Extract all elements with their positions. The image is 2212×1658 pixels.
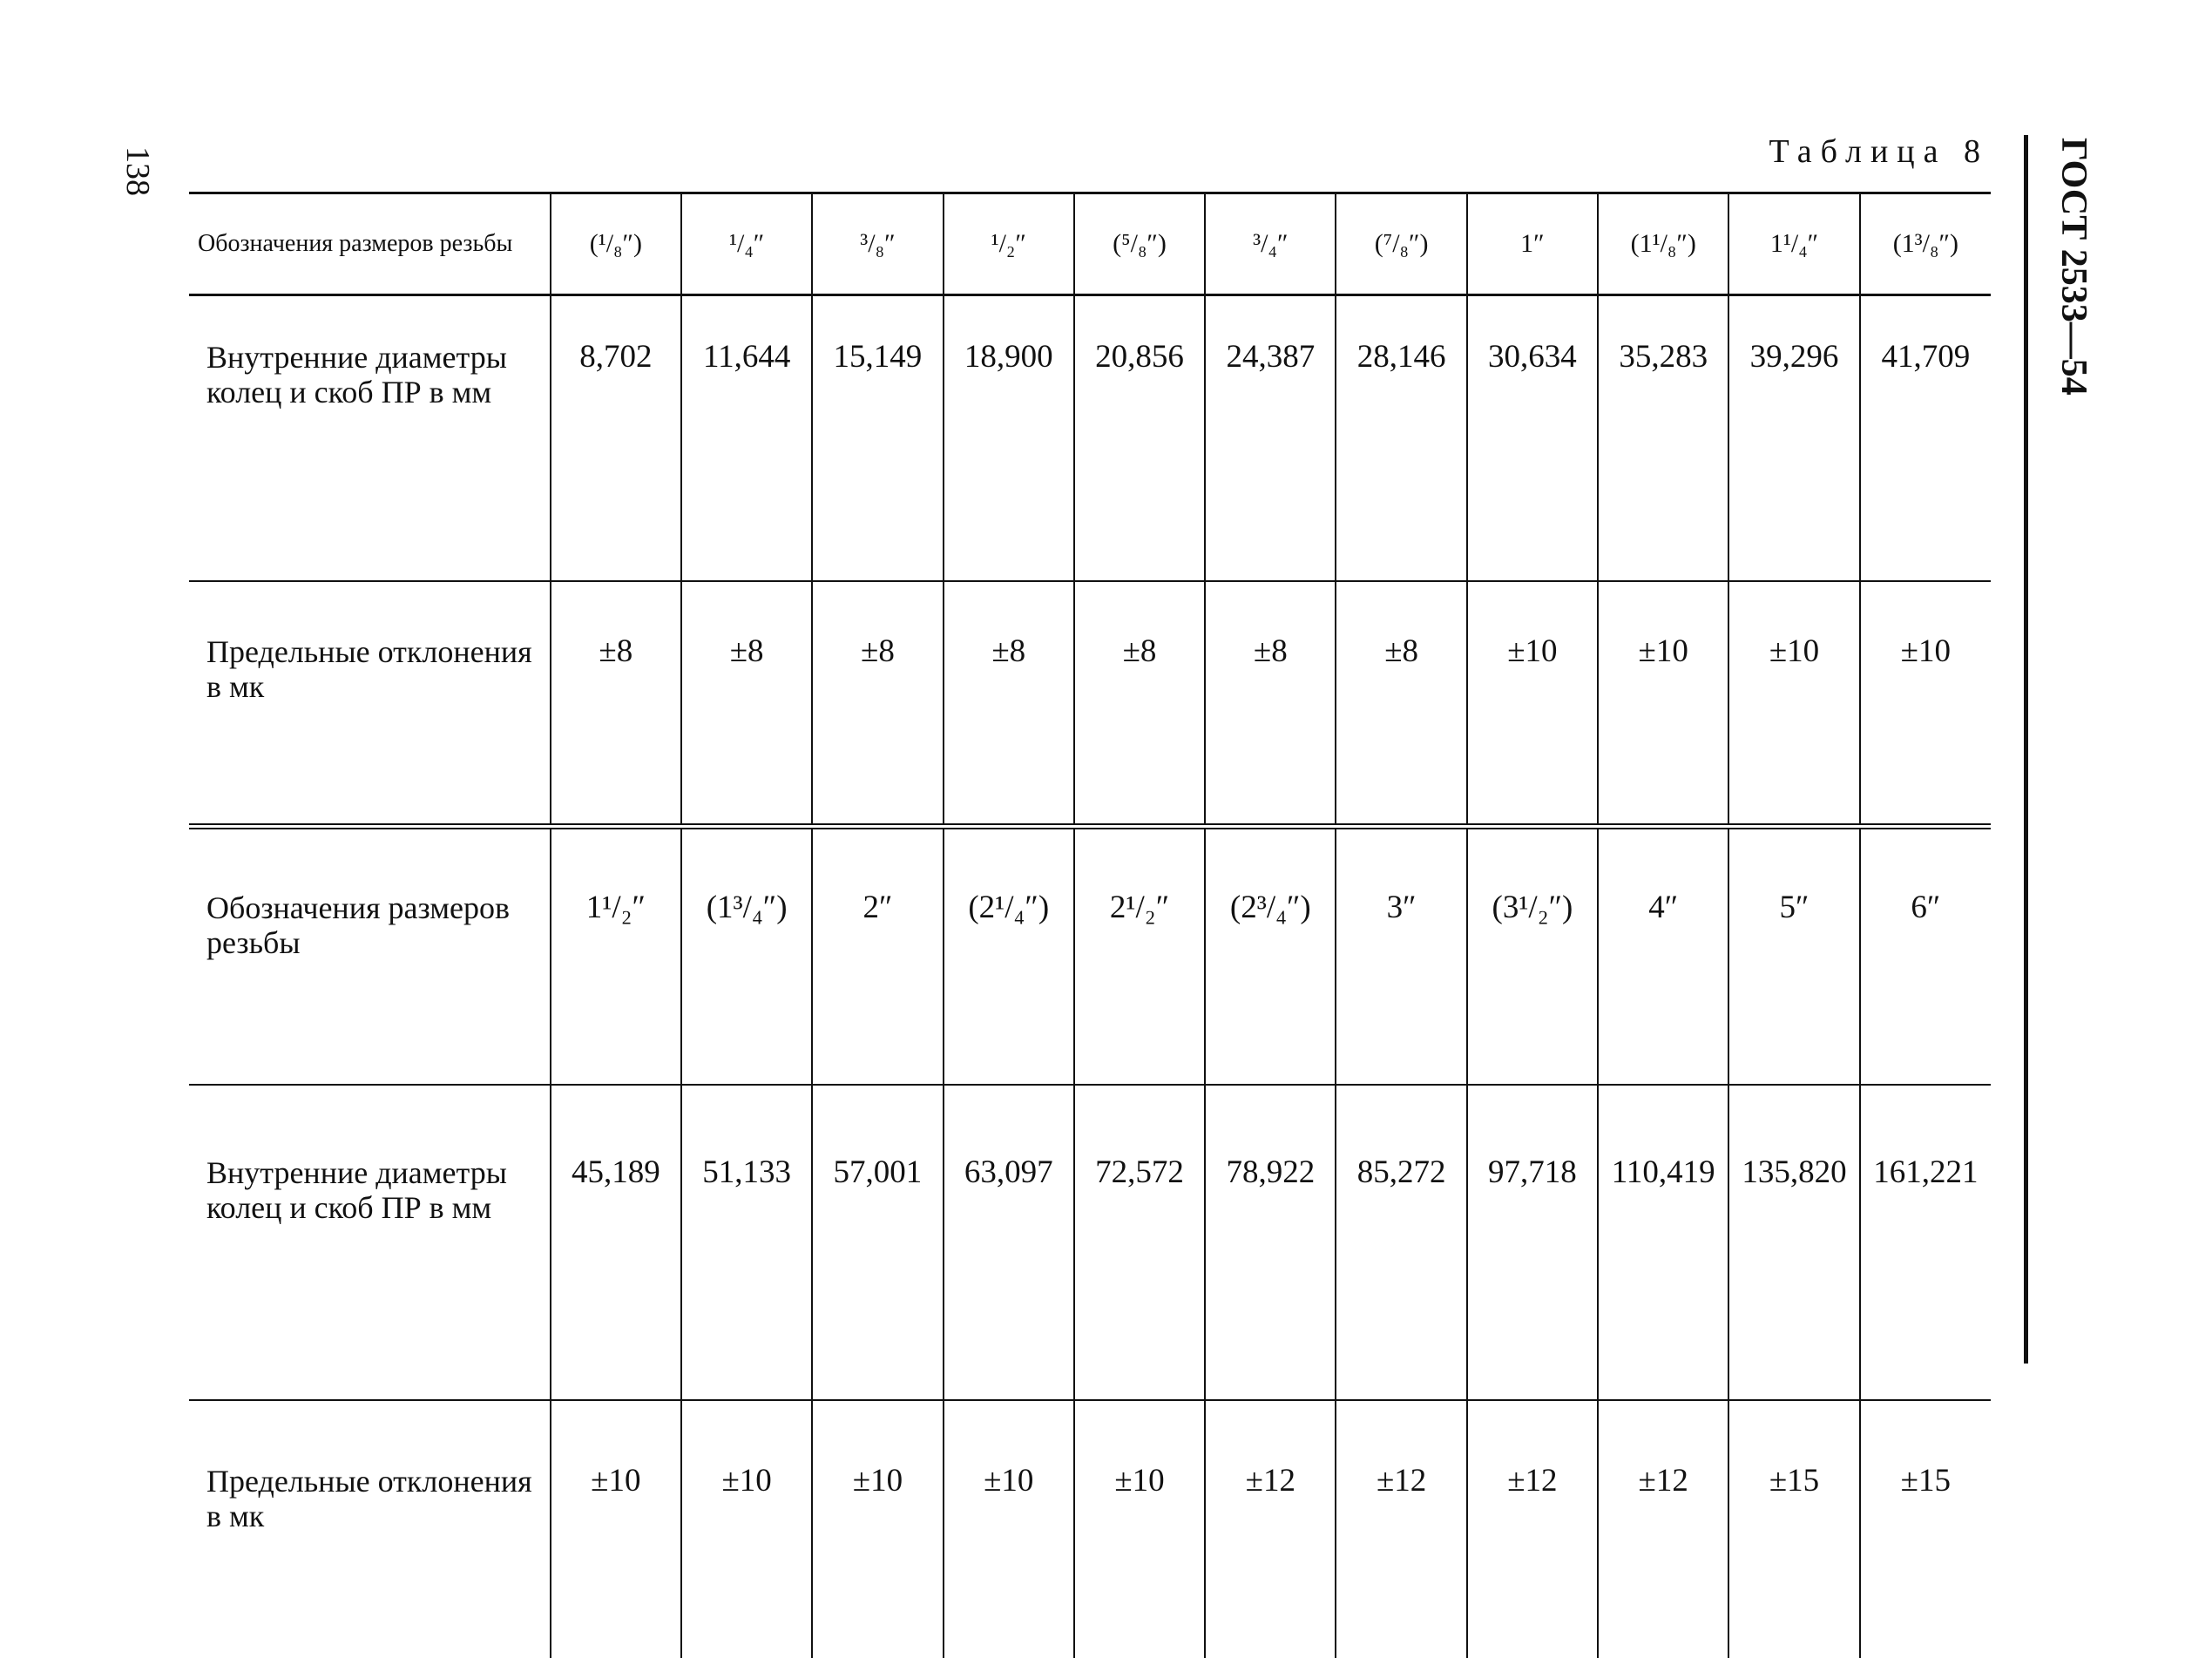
deviation-cell: ±15	[1728, 1400, 1859, 1658]
table-title: Таблица 8	[1769, 133, 1989, 170]
side-rule	[2024, 135, 2028, 1364]
thread-size-row-2	[189, 827, 1991, 1086]
thread-size-cell: ³/₈″	[812, 193, 943, 295]
deviation-label: Предельные отклонения в мк	[189, 1400, 551, 1658]
inner-diameter-cell: 39,296	[1728, 295, 1859, 582]
deviation-cell: ±8	[1074, 581, 1205, 827]
gost-table	[189, 192, 1991, 1658]
thread-size-cell: 1″	[1467, 193, 1598, 295]
deviation-cell: ±10	[681, 1400, 812, 1658]
standard-designation: ГОСТ 2533—54	[2053, 138, 2094, 396]
thread-size-label: Обозначения размеров резьбы	[189, 193, 551, 295]
inner-diameter-cell: 161,221	[1860, 1085, 1991, 1400]
inner-diameter-cell: 45,189	[551, 1085, 681, 1400]
thread-size-cell: 2¹/₂″	[1074, 827, 1205, 1086]
thread-size-header-row	[189, 193, 1991, 295]
thread-size-label: Обозначения размеров резьбы	[189, 827, 551, 1086]
thread-size-cell: ¹/₄″	[681, 193, 812, 295]
inner-diameter-cell: 18,900	[944, 295, 1074, 582]
thread-size-cell: 6″	[1860, 827, 1991, 1086]
deviation-row	[189, 581, 1991, 827]
deviation-cell: ±12	[1598, 1400, 1728, 1658]
inner-diameter-cell: 135,820	[1728, 1085, 1859, 1400]
inner-diameter-row	[189, 295, 1991, 582]
thread-size-cell: (2¹/₄″)	[944, 827, 1074, 1086]
deviation-cell: ±10	[1728, 581, 1859, 827]
inner-diameter-cell: 72,572	[1074, 1085, 1205, 1400]
inner-diameter-cell: 20,856	[1074, 295, 1205, 582]
inner-diameter-cell: 57,001	[812, 1085, 943, 1400]
inner-diameter-cell: 63,097	[944, 1085, 1074, 1400]
thread-size-cell: 1¹/₂″	[551, 827, 681, 1086]
thread-size-cell: 1¹/₄″	[1728, 193, 1859, 295]
inner-diameter-cell: 78,922	[1205, 1085, 1336, 1400]
inner-diameter-cell: 35,283	[1598, 295, 1728, 582]
inner-diameter-label: Внутренние диаметры колец и скоб ПР в мм	[189, 295, 551, 582]
thread-size-cell: ¹/₂″	[944, 193, 1074, 295]
thread-size-cell: (⁷/₈″)	[1336, 193, 1466, 295]
deviation-cell: ±12	[1205, 1400, 1336, 1658]
deviation-cell: ±10	[1598, 581, 1728, 827]
thread-size-cell: ³/₄″	[1205, 193, 1336, 295]
inner-diameter-row-2	[189, 1085, 1991, 1400]
inner-diameter-cell: 110,419	[1598, 1085, 1728, 1400]
inner-diameter-cell: 8,702	[551, 295, 681, 582]
deviation-cell: ±12	[1336, 1400, 1466, 1658]
deviation-row-2	[189, 1400, 1991, 1658]
deviation-cell: ±8	[812, 581, 943, 827]
deviation-cell: ±10	[812, 1400, 943, 1658]
page-number: 138	[119, 146, 156, 196]
thread-size-cell: (3¹/₂″)	[1467, 827, 1598, 1086]
deviation-cell: ±8	[681, 581, 812, 827]
deviation-cell: ±12	[1467, 1400, 1598, 1658]
deviation-cell: ±8	[1205, 581, 1336, 827]
thread-size-cell: 3″	[1336, 827, 1466, 1086]
deviation-cell: ±10	[551, 1400, 681, 1658]
inner-diameter-cell: 15,149	[812, 295, 943, 582]
deviation-cell: ±10	[1467, 581, 1598, 827]
thread-size-cell: (1³/₄″)	[681, 827, 812, 1086]
deviation-cell: ±8	[551, 581, 681, 827]
deviation-cell: ±10	[944, 1400, 1074, 1658]
deviation-cell: ±10	[1860, 581, 1991, 827]
thread-size-cell: (2³/₄″)	[1205, 827, 1336, 1086]
inner-diameter-cell: 28,146	[1336, 295, 1466, 582]
thread-size-cell: 5″	[1728, 827, 1859, 1086]
thread-size-cell: (1³/₈″)	[1860, 193, 1991, 295]
deviation-cell: ±8	[944, 581, 1074, 827]
thread-size-cell: 4″	[1598, 827, 1728, 1086]
deviation-cell: ±8	[1336, 581, 1466, 827]
thread-size-cell: (1¹/₈″)	[1598, 193, 1728, 295]
inner-diameter-cell: 11,644	[681, 295, 812, 582]
thread-size-cell: (¹/₈″)	[551, 193, 681, 295]
deviation-cell: ±10	[1074, 1400, 1205, 1658]
inner-diameter-cell: 85,272	[1336, 1085, 1466, 1400]
deviation-cell: ±15	[1860, 1400, 1991, 1658]
inner-diameter-cell: 97,718	[1467, 1085, 1598, 1400]
thread-size-cell: (⁵/₈″)	[1074, 193, 1205, 295]
deviation-label: Предельные отклонения в мк	[189, 581, 551, 827]
thread-size-cell: 2″	[812, 827, 943, 1086]
inner-diameter-cell: 24,387	[1205, 295, 1336, 582]
inner-diameter-cell: 51,133	[681, 1085, 812, 1400]
inner-diameter-cell: 41,709	[1860, 295, 1991, 582]
inner-diameter-cell: 30,634	[1467, 295, 1598, 582]
inner-diameter-label: Внутренние диаметры колец и скоб ПР в мм	[189, 1085, 551, 1400]
